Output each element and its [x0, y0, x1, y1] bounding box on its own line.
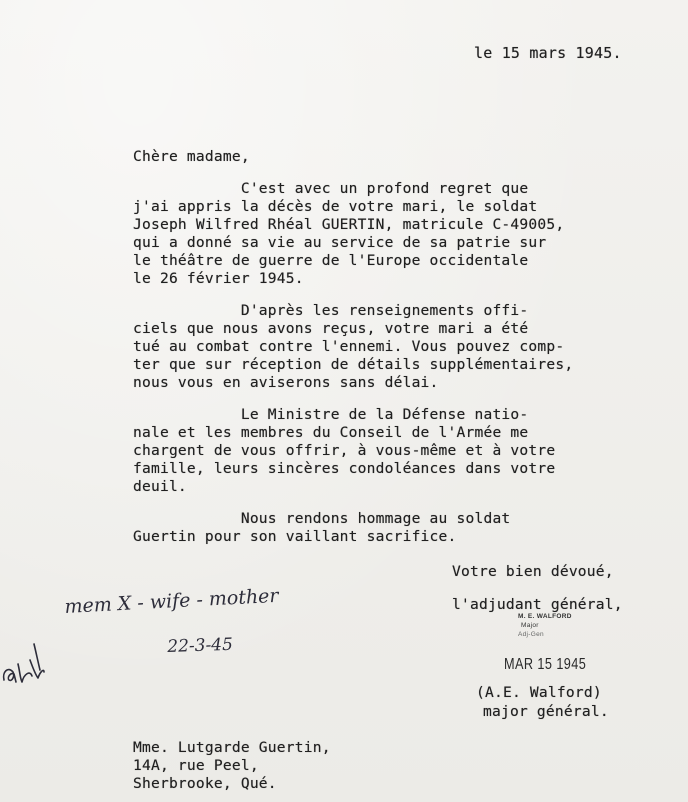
letter-date: le 15 mars 1945.	[474, 44, 622, 62]
paragraph-minister: Le Ministre de la Défense natio- nale et les membres du Conseil de l'Armée me chargent de vous offrir, à vous-même et à votre famille, leurs sincères condoléances dans votre deuil.	[133, 406, 556, 495]
closing: Votre bien dévoué,	[452, 563, 614, 580]
salutation: Chère madame,	[133, 148, 250, 165]
paragraph-condolence: C'est avec un profond regret que j'ai appris la décès de votre mari, le soldat Joseph Wilfred Rhéal GUERTIN, matricule C-49005, qui a donné sa vie au service de sa patrie sur le théâtre de guerre de l'Europe occidentale le 26 février 1945.	[133, 180, 565, 287]
handwritten-date: 22-3-45	[167, 634, 234, 657]
paragraph-tribute: Nous rendons hommage au soldat Guertin pour son vaillant sacrifice.	[133, 510, 511, 545]
received-date-stamp: MAR 15 1945	[504, 656, 587, 673]
handwritten-initials-icon	[0, 622, 52, 694]
signature-title: l'adjudant général,	[452, 596, 623, 613]
paragraph-official-info: D'après les renseignements offi- ciels que nous avons reçus, votre mari a été tué au combat contre l'ennemi. Vous pouvez comp- ter que sur réception de détails supplémentaires, nous vous en aviserons sans délai.	[133, 302, 574, 391]
name-stamp: M. E. WALFORD	[518, 613, 572, 620]
signer-rank: major général.	[483, 703, 609, 720]
rank-stamp: Major	[521, 622, 539, 629]
title-stamp: Adj-Gen	[518, 631, 544, 638]
handwritten-note: mem X - wife - mother	[64, 584, 279, 618]
recipient-address: Mme. Lutgarde Guertin, 14A, rue Peel, Sherbrooke, Qué.	[133, 739, 331, 792]
signer-name: (A.E. Walford)	[476, 684, 602, 701]
